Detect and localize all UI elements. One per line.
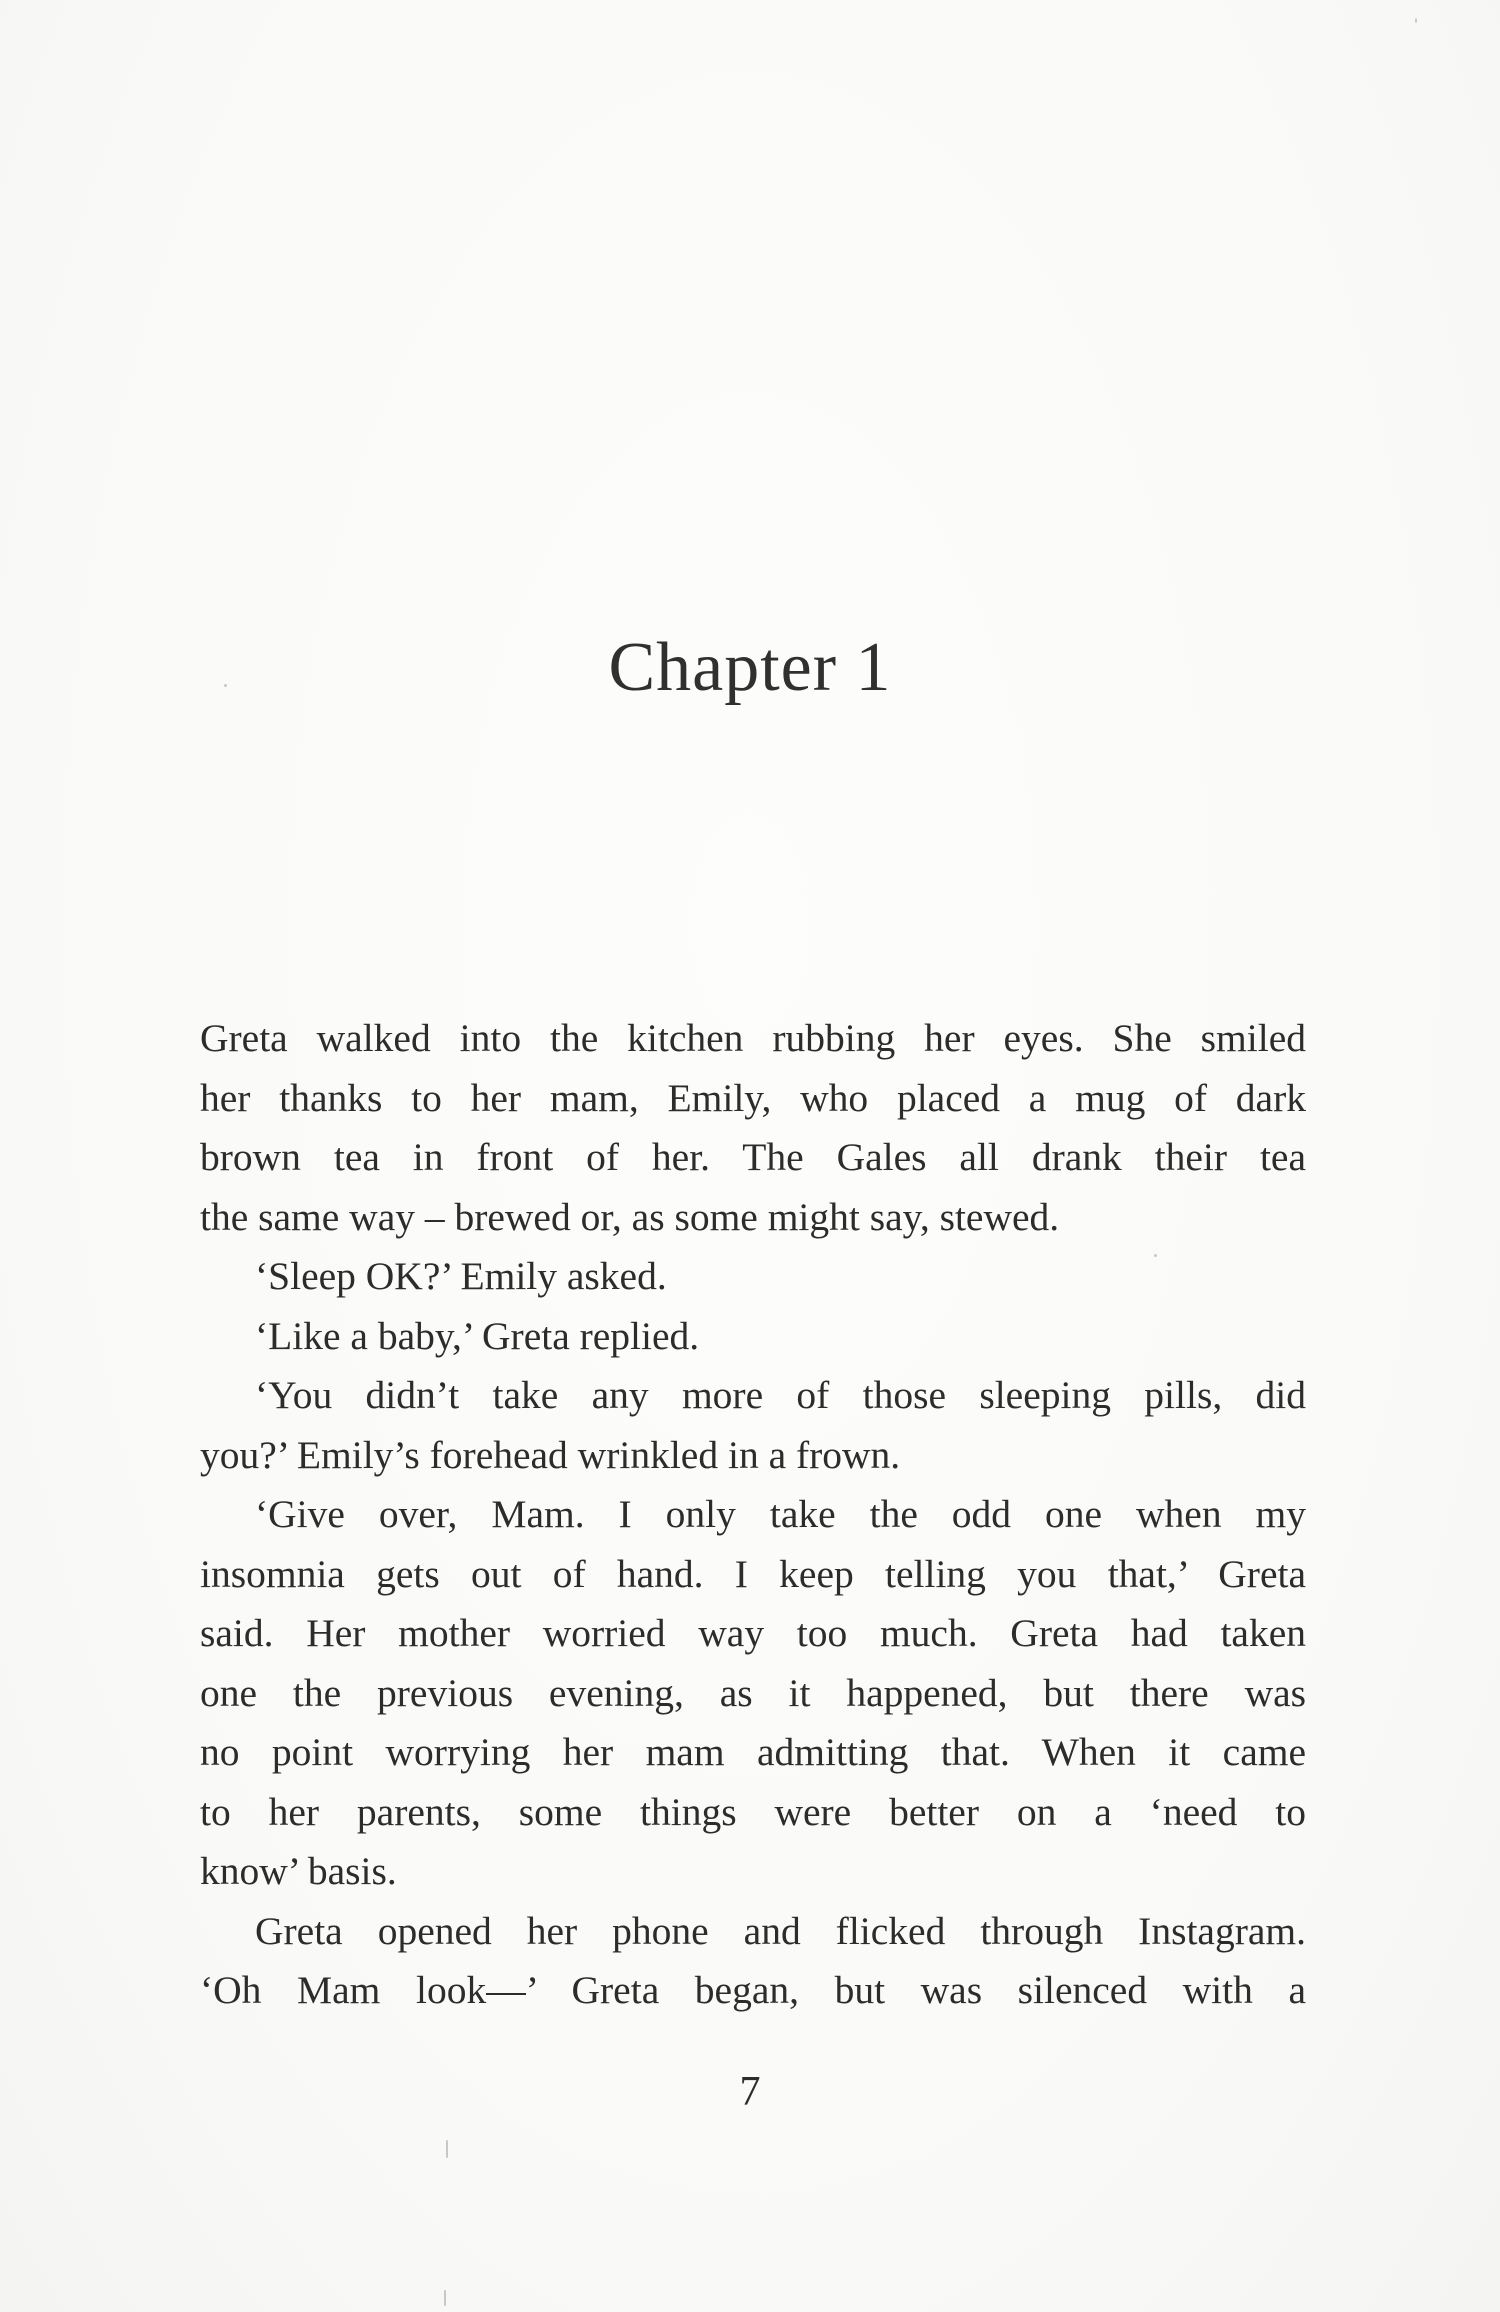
text-line: to her parents, some things were better on a ‘need to xyxy=(200,1789,1306,1834)
text-line: ‘Oh Mam look—’ Greta began, but was silenced with a xyxy=(200,1968,1306,2012)
page-number: 7 xyxy=(739,2069,761,2115)
text-line: no point worrying her mam admitting that. When it came xyxy=(200,1730,1306,1774)
text-line: Greta opened her phone and flicked through Instagram. xyxy=(255,1908,1306,1953)
text-line: insomnia gets out of hand. I keep telling you that,’ Greta xyxy=(200,1551,1306,1596)
text-line: said. Her mother worried way too much. Greta had taken xyxy=(200,1611,1306,1655)
scan-speck xyxy=(446,2140,448,2158)
chapter-title: Chapter 1 xyxy=(608,629,892,706)
scan-speck xyxy=(1154,1254,1157,1257)
text-line: brown tea in front of her. The Gales all drank their tea xyxy=(200,1135,1306,1179)
text-line: Greta walked into the kitchen rubbing her eyes. She smiled xyxy=(200,1016,1306,1060)
text-line: the same way – brewed or, as some might say, stewed. xyxy=(200,1194,1060,1239)
scan-speck xyxy=(1415,18,1417,23)
text-line: ‘You didn’t take any more of those sleeping pills, did xyxy=(255,1373,1306,1417)
text-line: ‘Sleep OK?’ Emily asked. xyxy=(255,1254,667,1298)
text-line: one the previous evening, as it happened, but there was xyxy=(200,1670,1306,1715)
body-text xyxy=(200,1009,1306,2021)
text-line: know’ basis. xyxy=(200,1849,397,1893)
text-line: her thanks to her mam, Emily, who placed a mug of dark xyxy=(200,1075,1306,1120)
text-line: ‘Like a baby,’ Greta replied. xyxy=(255,1313,700,1358)
text-line: you?’ Emily’s forehead wrinkled in a frown. xyxy=(200,1432,901,1477)
text-line: ‘Give over, Mam. I only take the odd one when my xyxy=(255,1492,1306,1536)
scan-speck xyxy=(444,2290,446,2306)
scan-speck xyxy=(224,684,227,687)
